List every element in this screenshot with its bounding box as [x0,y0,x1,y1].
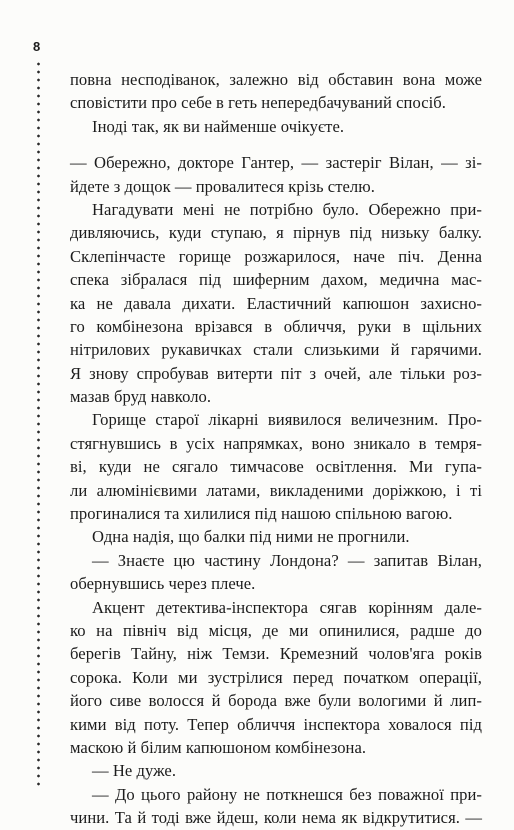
text-line: кими від поту. Тепер обличчя інспектора ховалося під [70,714,482,734]
paragraph [70,759,482,782]
text-line: спека зібралася під шиферним дахом, медична мас- [70,270,482,290]
paragraph [70,115,482,138]
paragraph [70,525,482,548]
text-line: обернувшись через плече. [70,574,256,594]
text-line: Іноді так, як ви найменше очікуєте. [92,116,345,136]
dotted-margin-rule [37,60,40,790]
paragraph [70,198,482,409]
text-line: ка не давала дихати. Еластичний капюшон захисно- [70,293,482,313]
section-gap [70,138,482,151]
text-line: чини. Та й тоді вже йдеш, коли нема як відкрутитися. — [70,808,482,828]
text-line: Одна надія, що балки під ними не прогнили. [92,527,410,547]
text-line: ли алюмінієвими латами, викладеними доріжкою, і ті [70,480,482,500]
paragraph [70,68,482,115]
text-line: сорока. Коли ми зустрілися перед початком операції, [70,667,482,687]
text-line: сповістити про себе в геть непередбачуваний спосіб. [70,93,446,113]
text-line: берегів Тайну, ніж Темзи. Кремезний чолов'яга років [70,644,482,664]
page-number: 8 [33,39,41,54]
text-line: прогиналися та хилилися під нашою спільною вагою. [70,504,453,524]
paragraph [70,549,482,596]
paragraph [70,783,482,830]
text-line: Нагадувати мені не потрібно було. Обережно при- [92,199,482,219]
text-line: повна несподіванок, залежно від обставин вона може [70,70,482,89]
text-line: Склепінчасте горище розжарилося, наче піч. Денна [70,246,482,266]
text-line: Я знову спробував витерти піт з очей, але тільки роз- [70,363,482,383]
text-line: Горище старої лікарні виявилося величезним. Про- [92,410,482,430]
text-line: — Знаєте цю частину Лондона? — запитав Вілан, [92,550,482,570]
text-line: йдете з дощок — провалитеся крізь стелю. [70,176,375,196]
text-line: Акцент детектива-інспектора сягав корінням дале- [92,597,482,617]
text-line: — Обережно, докторе Гантер, — застеріг Вілан, — зі- [70,153,482,173]
text-line: — Не дуже. [92,761,177,781]
body-text [70,68,482,830]
text-line: його сиве волосся й борода вже були вологими й лип- [70,691,482,711]
paragraph [70,408,482,525]
text-line: ко на північ від місця, де ми опинилися, радше до [70,620,482,640]
text-line: стягнувшись в усіх напрямках, воно зникало в темря- [70,433,482,453]
text-line: маскою й білим капюшоном комбінезона. [70,737,367,757]
text-line: ві, куди не сягало тимчасове освітлення. Ми гупа- [70,457,482,477]
text-line: дивляючись, куди ступаю, я пірнув під низьку балку. [70,223,482,243]
text-line: — До цього району не поткнешся без поважної при- [92,784,482,804]
paragraph [70,596,482,760]
text-line: го комбінезона врізався в обличчя, руки в щільних [70,316,482,336]
paragraph [70,151,482,198]
text-line: нітрилових рукавичках стали слизькими й гарячими. [70,340,482,360]
text-line: мазав бруд навколо. [70,387,212,407]
